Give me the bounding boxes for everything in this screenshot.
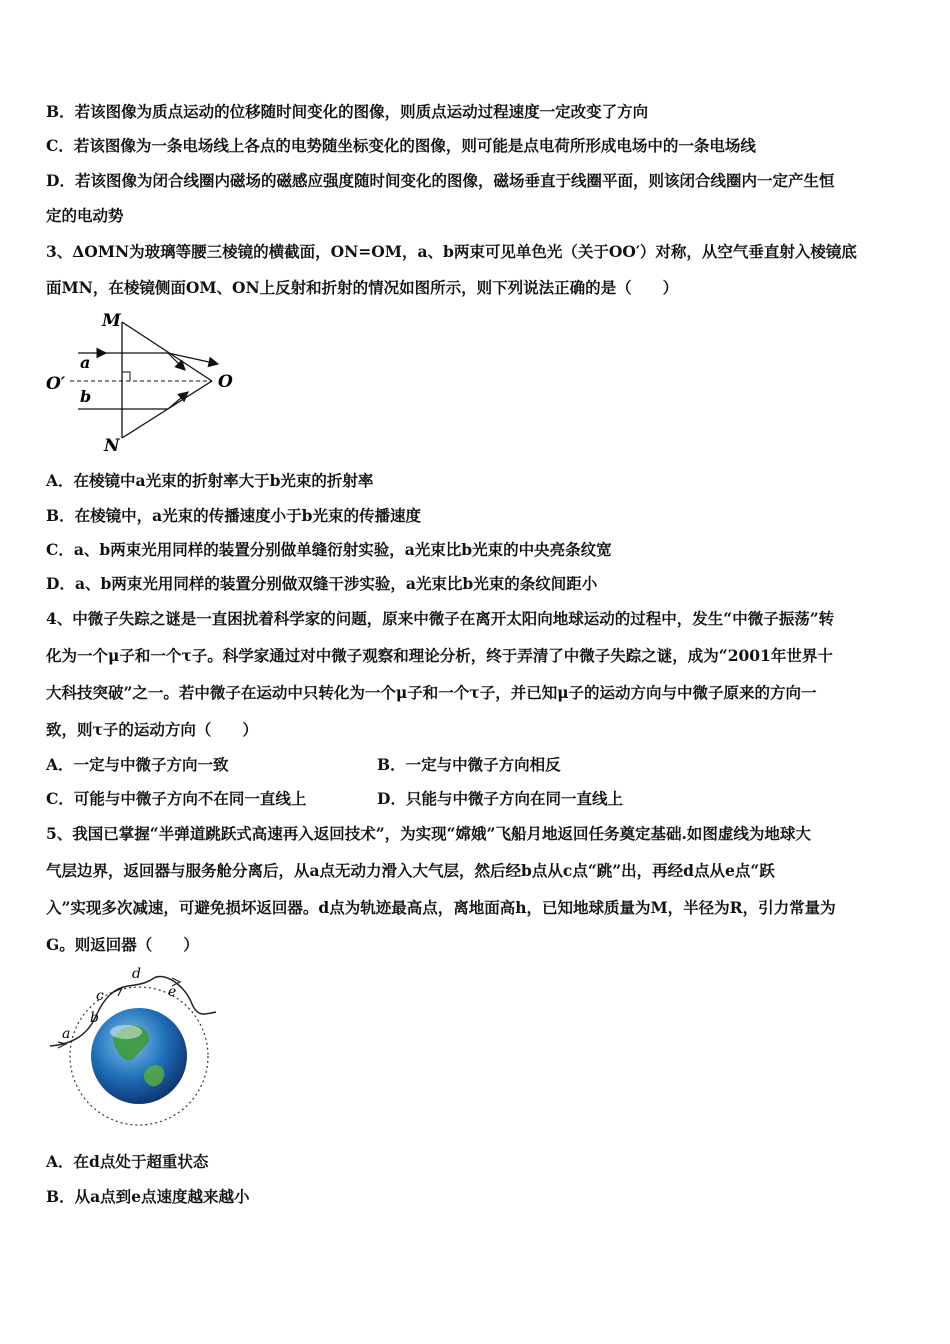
q2-option-d-line1: D．若该图像为闭合线圈内磁场的磁感应强度随时间变化的图像，磁场垂直于线圈平面，则该闭合线圈内一定产生恒 — [46, 171, 835, 190]
label-b: b — [80, 387, 92, 406]
q5-option-a: A．在d点处于超重状态 — [46, 1152, 209, 1171]
q4-stem-line1: 4、中微子失踪之谜是一直困扰着科学家的问题，原来中微子在离开太阳向地球运动的过程中，发生“中微子振荡”转 — [46, 609, 835, 628]
label-m: M — [102, 311, 121, 331]
q2-option-c: C．若该图像为一条电场线上各点的电势随坐标变化的图像，则可能是点电荷所形成电场中的一条电场线 — [46, 136, 756, 155]
label-a: a — [62, 1026, 71, 1042]
earth-globe — [91, 1008, 187, 1104]
q5-stem-line2: 气层边界，返回器与服务舱分离后，从a点无动力滑入大气层，然后经b点从c点“跳”出，再经d点从e点“跃 — [46, 861, 775, 880]
label-d: d — [132, 966, 141, 982]
q4-option-c: C．可能与中微子方向不在同一直线上 — [46, 789, 307, 808]
q2-option-b: B．若该图像为质点运动的位移随时间变化的图像，则质点运动过程速度一定改变了方向 — [46, 102, 649, 121]
label-o-prime: O′ — [46, 374, 66, 394]
label-a: a — [80, 353, 91, 372]
prism-diagram — [40, 306, 250, 456]
label-n: N — [104, 436, 120, 456]
q5-stem-line3: 入”实现多次减速，可避免损坏返回器。d点为轨迹最高点，离地面高h，已知地球质量为M，半径为R，引力常量为 — [46, 898, 836, 917]
q3-stem-line1: 3、ΔOMN为玻璃等腰三棱镜的横截面，ON=OM，a、b两束可见单色光（关于OO′）对称，从空气垂直射入棱镜底 — [46, 242, 857, 261]
q2-option-d-line2: 定的电动势 — [46, 206, 124, 225]
earth-highlight — [110, 1025, 142, 1039]
label-o: O — [218, 372, 233, 392]
prism-side-om — [122, 322, 212, 381]
q5-stem-line1: 5、我国已掌握“半弹道跳跃式高速再入返回技术”，为实现“嫦娥”飞船月地返回任务奠定基础.如图虚线为地球大 — [46, 824, 811, 843]
q3-stem-line2: 面MN，在棱镜侧面OM、ON上反射和折射的情况如图所示，则下列说法正确的是（ ） — [46, 278, 679, 297]
ray-b-reflected — [168, 392, 188, 409]
q5-option-b: B．从a点到e点速度越来越小 — [46, 1187, 250, 1206]
q5-stem-line4: G。则返回器（ ） — [46, 935, 199, 954]
right-angle-mark — [122, 372, 130, 381]
label-b: b — [90, 1010, 99, 1026]
label-c: c — [96, 988, 104, 1004]
q4-stem-line3: 大科技突破”之一。若中微子在运动中只转化为一个μ子和一个τ子，并已知μ子的运动方向与中微子原来的方向一 — [46, 683, 817, 702]
q3-option-b: B．在棱镜中，a光束的传播速度小于b光束的传播速度 — [46, 506, 421, 525]
q4-option-b: B．一定与中微子方向相反 — [377, 755, 561, 774]
q3-option-d: D．a、b两束光用同样的装置分别做双缝干涉实验，a光束比b光束的条纹间距小 — [46, 574, 598, 593]
q3-option-c: C．a、b两束光用同样的装置分别做单缝衍射实验，a光束比b光束的中央亮条纹宽 — [46, 540, 612, 559]
q4-stem-line2: 化为一个μ子和一个τ子。科学家通过对中微子观察和理论分析，终于弄清了中微子失踪之谜，成为“2001年世界十 — [46, 646, 833, 665]
q3-option-a: A．在棱镜中a光束的折射率大于b光束的折射率 — [46, 471, 374, 490]
q4-option-a: A．一定与中微子方向一致 — [46, 755, 229, 774]
earth-reentry-diagram — [44, 964, 220, 1136]
ray-a-refracted — [168, 353, 218, 364]
q4-stem-line4: 致，则τ子的运动方向（ ） — [46, 720, 258, 739]
q4-option-d: D．只能与中微子方向在同一直线上 — [377, 789, 623, 808]
label-e: e — [168, 984, 177, 1000]
